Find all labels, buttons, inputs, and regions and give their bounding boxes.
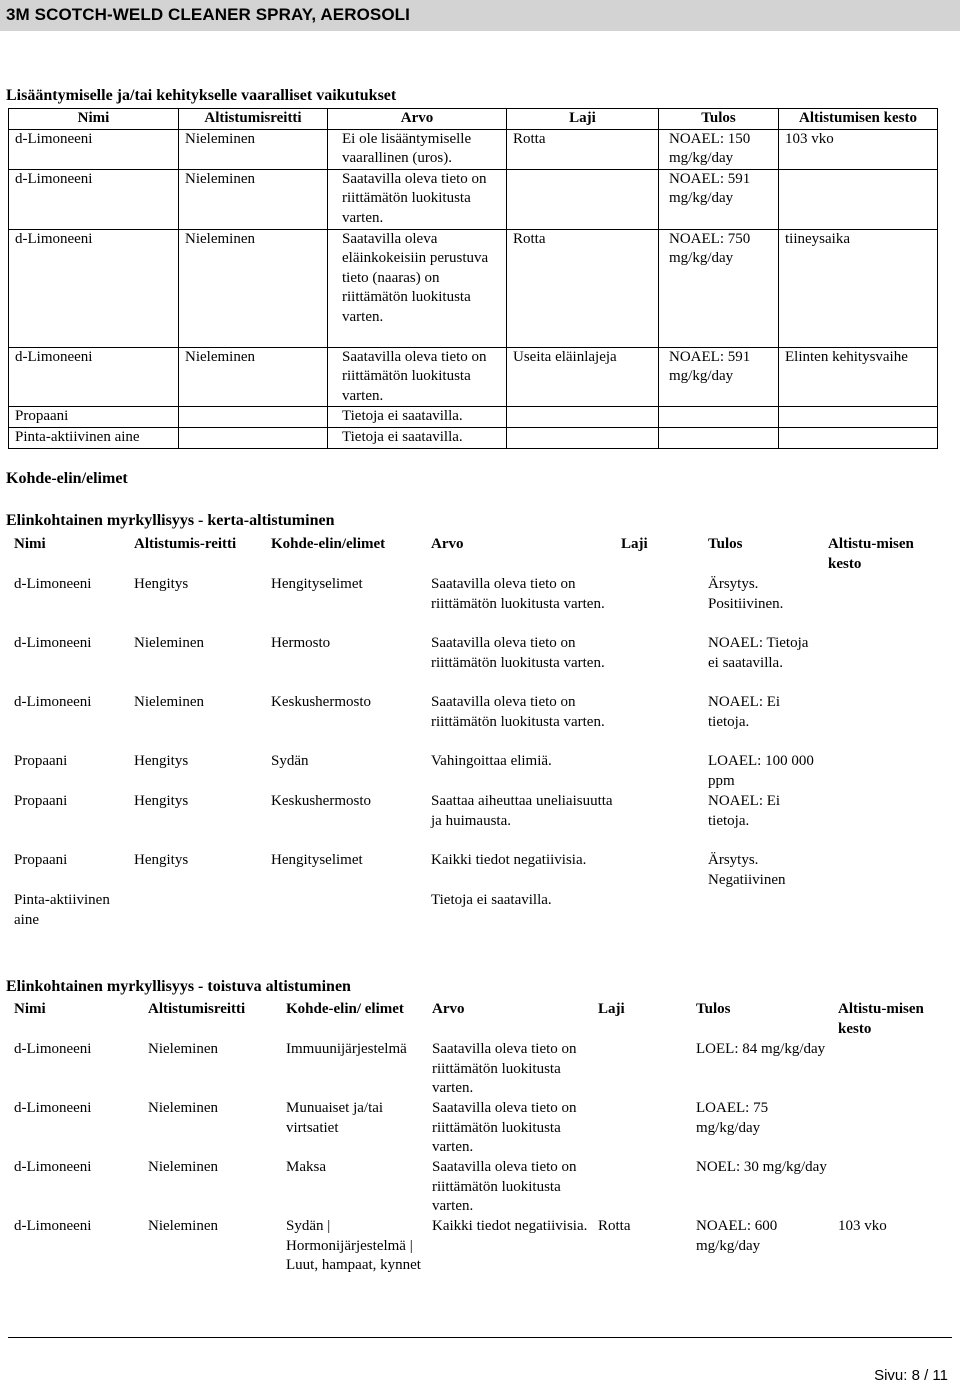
table-cell: Useita eläinlajeja: [507, 347, 659, 407]
table-cell: Tietoja ei saatavilla.: [328, 427, 507, 448]
table-cell: Saatavilla oleva tieto on riittämätön luokitusta varten.: [432, 1159, 577, 1215]
col-header: Tulos: [708, 536, 743, 552]
table-cell: [822, 693, 943, 752]
table-cell: NOAEL: Ei tietoja.: [708, 694, 781, 730]
table-cell: Ärsytys. Positiivinen.: [708, 576, 784, 612]
table-cell: d-Limoneeni: [14, 1159, 92, 1175]
section-heading-target-organs: Kohde-elin/elimet: [6, 470, 128, 487]
single-exposure-table: [8, 535, 943, 950]
table-cell: Keskushermosto: [271, 793, 371, 809]
table-cell: [832, 1158, 935, 1217]
table-cell: [615, 851, 702, 891]
table-cell: [179, 427, 328, 448]
table-cell: Ärsytys. Negatiivinen: [708, 852, 786, 888]
col-header: Tulos: [696, 1001, 731, 1017]
table-cell: d-Limoneeni: [14, 1100, 92, 1116]
table-row: [8, 634, 943, 693]
table-cell: [659, 427, 779, 448]
table-row: [9, 229, 938, 347]
table-cell: 103 vko: [779, 129, 938, 169]
col-header: Nimi: [14, 1001, 46, 1017]
table-cell: [822, 891, 943, 950]
table-cell: d-Limoneeni: [9, 229, 179, 347]
table-cell: Nieleminen: [179, 347, 328, 407]
table-cell: Nieleminen: [134, 635, 204, 651]
table-cell: [615, 752, 702, 792]
table-cell: Hengityselimet: [271, 576, 363, 592]
table-cell: [832, 1099, 935, 1158]
col-header: Laji: [507, 109, 659, 130]
table-cell: Ei ole lisääntymiselle vaarallinen (uros).: [328, 129, 507, 169]
table-cell: Immuunijärjestelmä: [286, 1041, 407, 1057]
table-cell: [822, 792, 943, 851]
table-cell: d-Limoneeni: [14, 1041, 92, 1057]
page-number: Sivu: 8 / 11: [874, 1367, 948, 1384]
table-cell: [615, 792, 702, 851]
table-cell: Pinta-aktiivinen aine: [14, 892, 110, 928]
table-cell: Hengitys: [134, 793, 189, 809]
col-header: Altistumisen kesto: [779, 109, 938, 130]
table-cell: Nieleminen: [134, 694, 204, 710]
table-cell: Propaani: [14, 753, 68, 769]
col-header: Altistumisreitti: [179, 109, 328, 130]
col-header: Altistumisreitti: [148, 1001, 246, 1017]
table-cell: [832, 1040, 935, 1099]
col-header: Laji: [598, 1001, 625, 1017]
table-cell: Rotta: [507, 229, 659, 347]
table-cell: Rotta: [598, 1218, 631, 1234]
table-cell: [179, 407, 328, 428]
table-row: [9, 427, 938, 448]
section-heading-single-exposure: Elinkohtainen myrkyllisyys - kerta-altistuminen: [6, 512, 335, 529]
table-cell: Sydän: [271, 753, 309, 769]
table-cell: [779, 169, 938, 229]
table-cell: Nieleminen: [148, 1041, 218, 1057]
table-row: [9, 129, 938, 169]
table-cell: Nieleminen: [179, 129, 328, 169]
table-cell: Hengityselimet: [271, 852, 363, 868]
document-title: 3M SCOTCH-WELD CLEANER SPRAY, AEROSOLI: [6, 5, 410, 24]
table-row: [8, 1217, 935, 1296]
table-cell: NOAEL: 150 mg/kg/day: [659, 129, 779, 169]
table-cell: Nieleminen: [148, 1218, 218, 1234]
table-cell: Saattaa aiheuttaa uneliaisuutta ja huimausta.: [431, 793, 613, 829]
section-heading-reproductive: Lisääntymiselle ja/tai kehitykselle vaaralliset vaikutukset: [6, 87, 397, 104]
table-cell: Sydän | Hormonijärjestelmä | Luut, hampaat, kynnet: [286, 1218, 421, 1274]
table-cell: Vahingoittaa elimiä.: [431, 753, 552, 769]
table-cell: [592, 1040, 690, 1099]
table-cell: d-Limoneeni: [14, 1218, 92, 1234]
table-cell: LOEL: 84 mg/kg/day: [696, 1041, 826, 1057]
table-cell: Saatavilla oleva tieto on riittämätön luokitusta varten.: [431, 694, 605, 730]
col-header: Nimi: [9, 109, 179, 130]
table-cell: Propaani: [9, 407, 179, 428]
table-cell: NOAEL: Ei tietoja.: [708, 793, 781, 829]
table-cell: LOAEL: 75 mg/kg/day: [696, 1100, 769, 1136]
table-cell: Nieleminen: [179, 169, 328, 229]
table-cell: Hermosto: [271, 635, 331, 651]
table-cell: d-Limoneeni: [9, 347, 179, 407]
table-row: [8, 693, 943, 752]
table-row: [8, 851, 943, 891]
col-header: Laji: [621, 536, 648, 552]
col-header: Tulos: [659, 109, 779, 130]
table-cell: Maksa: [286, 1159, 326, 1175]
table-cell: NOAEL: Tietoja ei saatavilla.: [708, 635, 809, 671]
table-cell: Nieleminen: [179, 229, 328, 347]
table-row: [8, 1158, 935, 1217]
table-cell: Saatavilla oleva tieto on riittämätön luokitusta varten.: [328, 347, 507, 407]
table-row: [9, 407, 938, 428]
table-row: [8, 575, 943, 634]
table-cell: [659, 407, 779, 428]
table-cell: Nieleminen: [148, 1100, 218, 1116]
table-cell: [507, 407, 659, 428]
table-cell: Kaikki tiedot negatiivisia.: [431, 852, 587, 868]
table-cell: [507, 427, 659, 448]
col-header: Kohde-elin/ elimet: [286, 1001, 404, 1017]
table-cell: NOAEL: 750 mg/kg/day: [659, 229, 779, 347]
table-cell: d-Limoneeni: [14, 694, 92, 710]
table-cell: Saatavilla oleva tieto on riittämätön luokitusta varten.: [432, 1041, 577, 1097]
table-cell: Rotta: [507, 129, 659, 169]
col-header: Nimi: [14, 536, 46, 552]
table-cell: Saatavilla oleva tieto on riittämätön luokitusta varten.: [328, 169, 507, 229]
table-cell: [702, 891, 822, 950]
table-cell: tiineysaika: [779, 229, 938, 347]
table-row: [8, 752, 943, 792]
table-cell: [822, 634, 943, 693]
table-cell: [592, 1099, 690, 1158]
table-cell: Saatavilla oleva eläinkokeisiin perustuva tieto (naaras) on riittämätön luokitusta varten.: [328, 229, 507, 347]
table-row: [8, 1040, 935, 1099]
table-cell: Hengitys: [134, 576, 189, 592]
table-cell: Tietoja ei saatavilla.: [431, 892, 552, 908]
table-cell: Kaikki tiedot negatiivisia.: [432, 1218, 588, 1234]
table-cell: NOAEL: 600 mg/kg/day: [696, 1218, 778, 1254]
footer-divider: [8, 1337, 952, 1338]
table-cell: Hengitys: [134, 753, 189, 769]
table-cell: [779, 427, 938, 448]
table-cell: Nieleminen: [148, 1159, 218, 1175]
col-header: Arvo: [431, 536, 464, 552]
table-cell: Tietoja ei saatavilla.: [328, 407, 507, 428]
table-cell: [265, 891, 425, 950]
table-row: [8, 1099, 935, 1158]
col-header: Altistumis-reitti: [134, 536, 237, 552]
table-cell: [822, 752, 943, 792]
table-cell: [128, 891, 265, 950]
table-cell: Pinta-aktiivinen aine: [9, 427, 179, 448]
table-cell: d-Limoneeni: [14, 576, 92, 592]
table-cell: Elinten kehitysvaihe: [779, 347, 938, 407]
table-cell: NOAEL: 591 mg/kg/day: [659, 347, 779, 407]
table-cell: [822, 575, 943, 634]
repeated-exposure-table: [8, 1000, 935, 1296]
table-cell: Saatavilla oleva tieto on riittämätön luokitusta varten.: [431, 576, 605, 612]
table-cell: [822, 851, 943, 891]
table-cell: d-Limoneeni: [9, 169, 179, 229]
table-cell: 103 vko: [838, 1218, 887, 1234]
table-cell: [615, 693, 702, 752]
table-row: [9, 347, 938, 407]
table-cell: [507, 169, 659, 229]
table-cell: NOAEL: 591 mg/kg/day: [659, 169, 779, 229]
table-cell: Saatavilla oleva tieto on riittämätön luokitusta varten.: [431, 635, 605, 671]
table-cell: [592, 1158, 690, 1217]
table-cell: Saatavilla oleva tieto on riittämätön luokitusta varten.: [432, 1100, 577, 1156]
table-row: [9, 169, 938, 229]
table-cell: [779, 407, 938, 428]
table-cell: Keskushermosto: [271, 694, 371, 710]
table-cell: Munuaiset ja/tai virtsatiet: [286, 1100, 384, 1136]
col-header: Altistu-misen kesto: [838, 1001, 924, 1037]
section-heading-repeated-exposure: Elinkohtainen myrkyllisyys - toistuva altistuminen: [6, 978, 351, 995]
col-header: Arvo: [328, 109, 507, 130]
table-cell: Propaani: [14, 852, 68, 868]
table-row: [8, 891, 943, 950]
table-cell: [615, 634, 702, 693]
col-header: Kohde-elin/elimet: [271, 536, 386, 552]
table-row: [8, 792, 943, 851]
col-header: Arvo: [432, 1001, 465, 1017]
table-cell: Propaani: [14, 793, 68, 809]
table-cell: NOEL: 30 mg/kg/day: [696, 1159, 827, 1175]
table-cell: Hengitys: [134, 852, 189, 868]
table-cell: LOAEL: 100 000 ppm: [708, 753, 814, 789]
table-cell: [615, 575, 702, 634]
table-cell: d-Limoneeni: [14, 635, 92, 651]
table-cell: d-Limoneeni: [9, 129, 179, 169]
table-cell: [615, 891, 702, 950]
col-header: Altistu-misen kesto: [828, 536, 914, 572]
reproductive-toxicity-table: [8, 108, 938, 449]
